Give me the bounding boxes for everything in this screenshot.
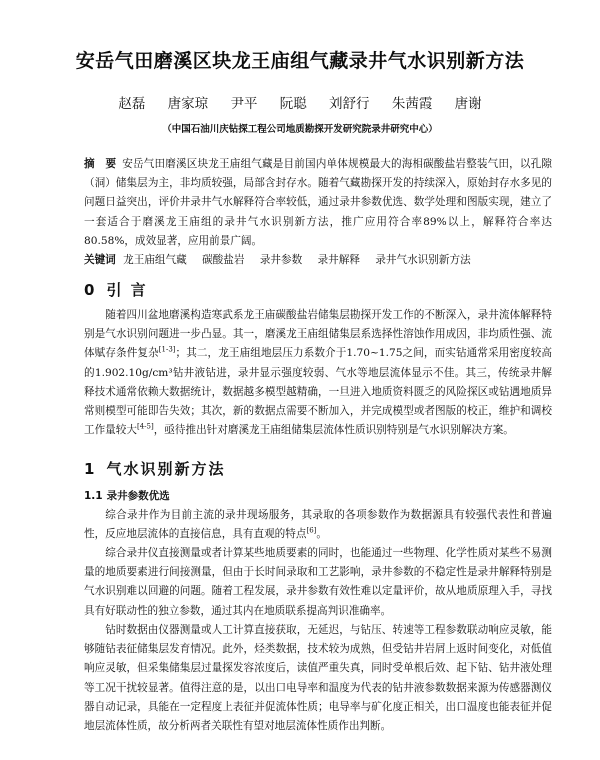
subsection-heading bbox=[84, 488, 170, 503]
author-name: 唐家琼 bbox=[167, 96, 209, 112]
citation: [4-5] bbox=[136, 422, 154, 431]
author-list bbox=[30, 92, 570, 112]
section-number: 0 bbox=[84, 281, 97, 299]
keywords bbox=[84, 252, 552, 267]
intro-paragraph bbox=[84, 306, 552, 440]
author-name: 朱茜霞 bbox=[391, 96, 433, 112]
author-name: 唐谢 bbox=[454, 96, 482, 112]
keywords-label: 关键词 bbox=[84, 254, 116, 266]
keyword: 录井参数 bbox=[259, 254, 303, 266]
abstract-label: 摘 要 bbox=[84, 158, 117, 170]
section-number: 1 bbox=[84, 460, 97, 478]
body-paragraph: 钻时数据由仪器测量或人工计算直接获取，无延迟，与钻压、转速等工程参数联动响应灵敏，能够随钻表征储集层发育情况。此外，烃类数据，技术较为成熟，但受钻井岩屑上返时间变化，对低值响应灵敏，但采集储集层过量探发容浓度后，读值严重失真，同时受单根后效、起下钻、钻井液处理等工况干扰较显著。值得注意的是，以出口电导率和温度为代表的钻井液参数数据来源为传感器测仪器自动记录，具能在一定程度上表征并促流体性质；电导率与矿化度正相关，出口温度也能表征并促地层流体性质，故分析两者关联性有望对地层流体性质作出判断。 bbox=[84, 624, 552, 733]
paper-title: 安岳气田磨溪区块龙王庙组气藏录井气水识别新方法 bbox=[75, 50, 525, 72]
author-name: 尹平 bbox=[230, 96, 258, 112]
keyword: 录井气水识别新方法 bbox=[375, 254, 471, 266]
author-name: 刘舒行 bbox=[329, 96, 370, 112]
body-text: 。 bbox=[316, 528, 327, 541]
section-heading-intro bbox=[84, 279, 148, 300]
intro-text: 随着四川盆地磨溪构造寒武系龙王庙碳酸盐岩储集层勘探开发工作的不断深入，录井流体解释特别是气水识别问题进一步凸显。其一，磨溪龙王庙组储集层系选择性溶蚀作用成因，非均质性强、流体赋存条件复杂 bbox=[84, 309, 552, 360]
citation: [6] bbox=[306, 526, 317, 535]
body-paragraph: 综合录井仪直接测量或者计算某些地质要素的同时，也能通过一些物理、化学性质对某些不易测量的地质要素进行间接测量，但由于长时间录取和工艺影响，录井参数的不稳定性是录井解释特别是气水识别难以回避的问题。随着工程发展，录井参数有效性难以定量评价，故从地质原理入手，寻找具有好联动性的独立参数，通过其内在地质联系提高判识准确率。 bbox=[84, 547, 552, 617]
subsection-title: 录井参数优选 bbox=[106, 490, 170, 502]
intro-text: ，亟待推出针对磨溪龙王庙组储集层流体性质识别特别是气水识别解决方案。 bbox=[153, 424, 514, 437]
abstract-text: 安岳气田磨溪区块龙王庙组气藏是目前国内单体规模最大的海相碳酸盐岩整装气田，以孔隙（洞）储集层为主，非均质较强，局部含封存水。随着气藏勘探开发的持续深入，原始封存水多见的问题日益突出，评价井录井气水解释符合率较低，通过录井参数优选、数学处理和图版实现，建立了一套适合于磨溪龙王庙组的录井气水识别新方法，推广应用符合率89%以上，解释符合率达80.58%，成效显著，应用前景广阔。 bbox=[84, 158, 553, 247]
author-name: 赵磊 bbox=[118, 96, 146, 112]
section-heading-method bbox=[84, 458, 225, 479]
abstract bbox=[84, 155, 552, 251]
section-title: 引 言 bbox=[106, 281, 148, 299]
affiliation: （中国石油川庆钻探工程公司地质勘探开发研究院录井研究中心） bbox=[162, 124, 438, 135]
section-title: 气水识别新方法 bbox=[106, 460, 226, 478]
body-paragraph bbox=[84, 506, 552, 544]
keyword: 碳酸盐岩 bbox=[202, 254, 245, 266]
intro-text: ；其二，龙王庙组地层压力系数介于1.70~1.75之间，而实钻通常采用密度较高的1.902.10g/cm³钻井液钻进，录井显示强度较弱、气水等地层流体显示不佳。其三，传统录井解释技术通常依赖大数据统计，数据越多模型越精确，一旦进入地质资料匮乏的风险探区或钻遇地质异常则模型可能即告失效；其次，新的数据点需要不断加入，并完成模型或者图版的校正，维护和调校工作量较大 bbox=[84, 347, 552, 437]
author-name: 阮聪 bbox=[279, 96, 307, 112]
keyword: 录井解释 bbox=[317, 254, 360, 266]
citation: [1-3] bbox=[158, 345, 176, 354]
body-text: 综合录井作为目前主流的录井现场服务，其录取的各项参数作为数据源具有较强代表性和普遍性，反应地层流体的直接信息，具有直观的特点 bbox=[84, 509, 552, 541]
keyword: 龙王庙组气藏 bbox=[123, 254, 187, 266]
subsection-number: 1.1 bbox=[84, 490, 103, 502]
